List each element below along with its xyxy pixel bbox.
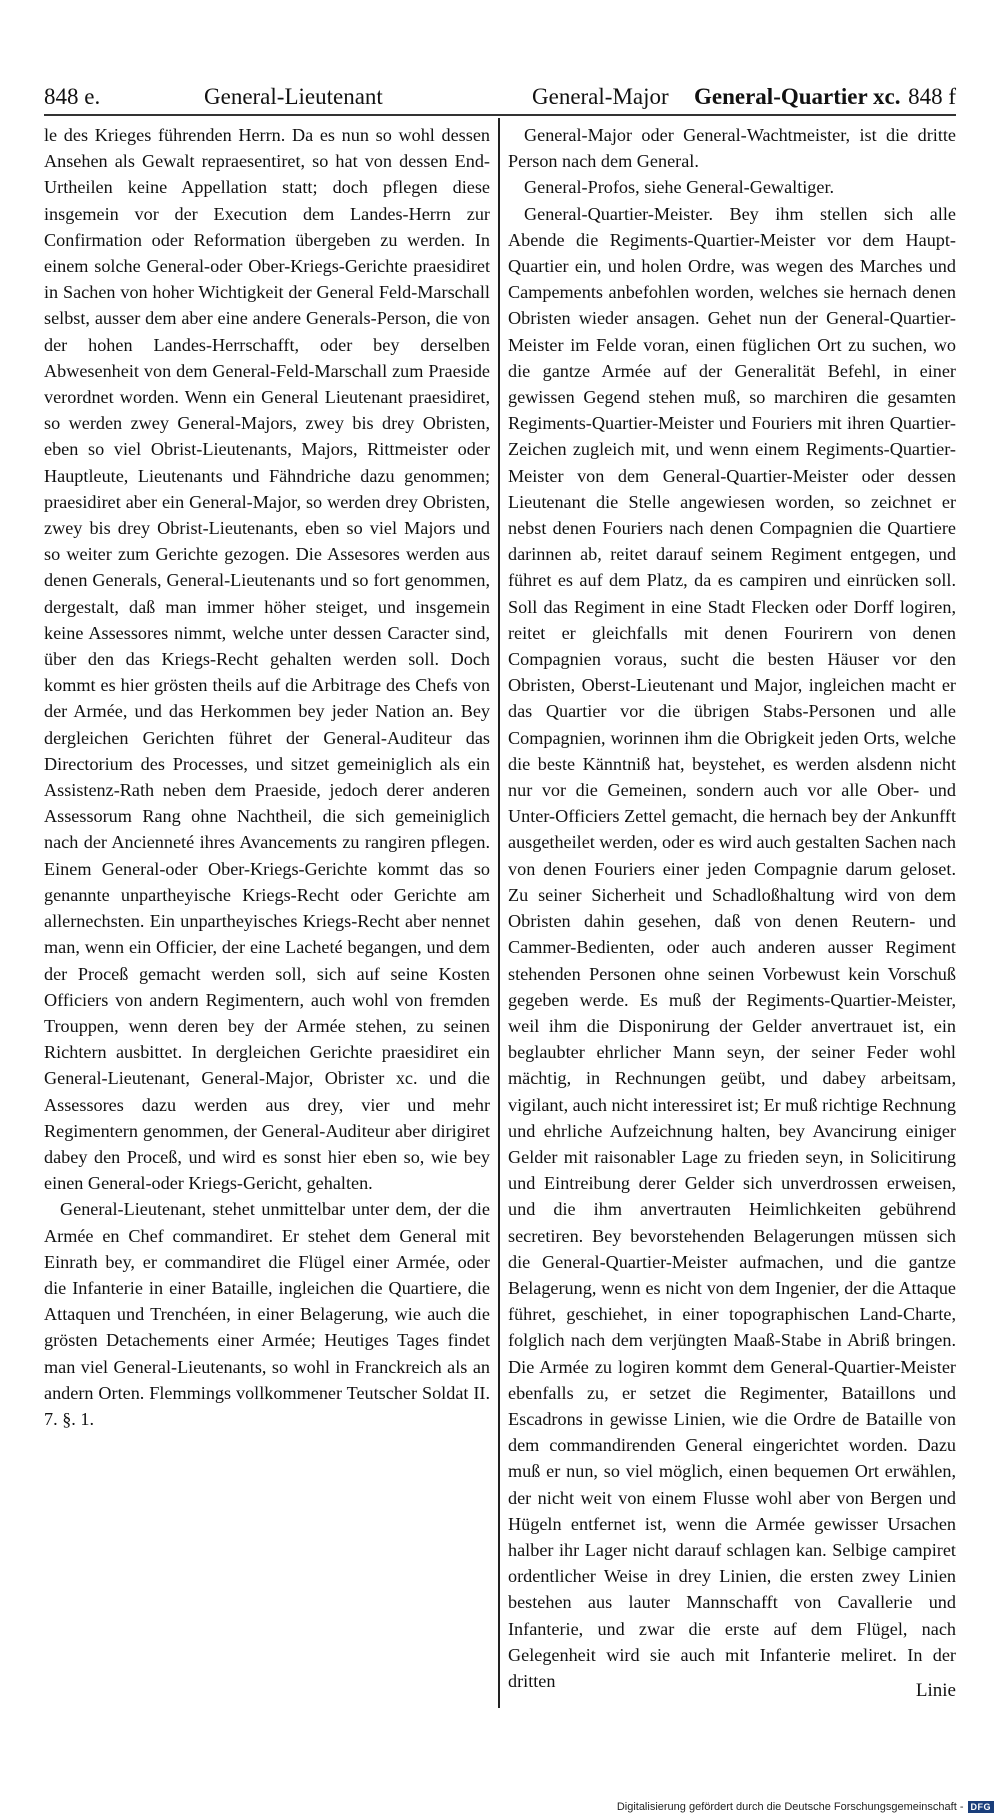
header-rule [44, 114, 956, 116]
right-column [508, 122, 956, 1694]
right-paragraph: General-Profos, siehe General-Gewaltiger. [524, 177, 835, 198]
left-paragraph: General-Lieutenant, stehet unmittelbar unter dem, der die Armée en Chef commandiret. Er stehet dem General mit Einrath bey, er commandiret die Flügel einer Armée, oder die Infanterie in einer Bataille, ingleichen die Quartiere, die Attaquen und Trenchéen, in einer Belagerung, wie auch die grösten Detachements einer Armée; Heutiges Tages findet man viel General-Lieutenants, so wohl in Franckreich als an andern Orten. Flemmings vollkommener Teutscher Soldat II. 7. §. 1. [44, 1199, 490, 1429]
right-running-title-1: General-Major [532, 84, 669, 109]
column-divider [498, 118, 500, 1708]
left-column [44, 122, 490, 1432]
left-running-title: General-Lieutenant [204, 84, 383, 109]
catchword: Linie [915, 1680, 956, 1701]
right-paragraph: General-Quartier-Meister. Bey ihm stellen sich alle Abende die Regiments-Quartier-Meister vor dem Haupt-Quartier ein, und holen Ordre, was wegen des Marches und Campements anbefohlen worden, welches sie hernach denen Obristen wieder ansagen. Gehet nun der General-Quartier-Meister im Felde voran, einen füglichen Ort zu suchen, wo die gantze Armée auf der Generalität Befehl, in einer gewissen Gegend stehen muß, so marchiren die gesamten Regiments-Quartier-Meister und Fouriers mit ihren Quartier-Zeichen zugleich mit, und wenn einem Regiments-Quartier-Meister von dem General-Quartier-Meister oder dessen Lieutenant die Stelle angewiesen worden, so zeichnet er nebst denen Fouriers nach denen Compagnien die Quartiere darinnen ab, reitet darauf seinem Regiment entgegen, und führet es auf dem Platz, da es campiren und einrücken soll. Soll das Regiment in eine Stadt Flecken oder Dorff logiren, reitet er gleichfalls mit denen Fourirern von denen Compagnien voraus, sucht die besten Häuser vor den Obristen, Oberst-Lieutenant und Major, ingleichen macht er das Quartier vor die übrigen Stabs-Personen und alle Compagnien, worinnen ihm die Obrigkeit jeden Orts, welche die beste Känntniß hat, beystehet, es werden alsdenn nicht nur vor die Gemeinen, sondern auch vor alle Ober- und Unter-Officiers Zettel gemacht, die hernach bey der Ankunfft ausgetheilet werden, oder es wird auch gestalten Sachen nach von denen Fouriers einer jeden Compagnie darum geloset. Zu seiner Sicherheit und Schadloßhaltung wird von dem Obristen dahin gesehen, daß von denen Reutern- und Cammer-Bedienten, oder auch anderen ausser Regiment stehenden Personen ohne seinen Vorbewust kein Vorschuß gegeben werde. Es muß der Regiments-Quartier-Meister, weil ihm die Disponirung der Gelder anvertrauet ist, ein beglaubter ehrlicher Mann seyn, der seiner Feder wohl mächtig, in Rechnungen geübt, und dabey arbeitsam, vigilant, auch nicht interessiret ist; Er muß richtige Rechnung und ehrliche Aufzeichnung halten, bey Avancirung einiger Gelder mit raisonabler Lage zu frieden seyn, in Solicitirung und Eintreibung derer Gelder sich unverdrossen erweisen, und die ihm anvertrauten Heimlichkeiten gebührend secretiren. Bey bevorstehenden Belagerungen müssen sich die General-Quartier-Meister aufmachen, und die gantze Belagerung, wenn es nicht von dem Ingenier, der die Attaque führet, geschiehet, in einer topographischen Land-Charte, folglich nach dem verjüngten Maaß-Stabe in Abriß bringen. Die Armée zu logiren kommt dem General-Quartier-Meister ebenfalls zu, er setzet die Regimenter, Bataillons und Escadrons in gewisse Linien, wie die Ordre de Bataille von dem commandirenden General eingerichtet worden. Dazu muß er nun, so viel möglich, einen bequemen Ort erwählen, der nicht weit von einem Flusse wohl aber von Bergen und Hügeln entfernet ist, wenn die Armée gewisser Ursachen halber ihr Lager nicht darauf schlagen kan. Selbige campiret ordentlicher Weise in drey Linien, die ersten zwey Linien bestehen aus lauter Mannschafft von Cavallerie und Infanterie, und zwar die erste auf dem Flügel, nach Gelegenheit wird sie auch mit Infanterie meliret. In der dritten [508, 203, 957, 1691]
dfg-logo: DFG [968, 1801, 995, 1813]
right-page-number: 848 f [908, 84, 956, 109]
right-running-title-2: General-Quartier xc. [694, 84, 901, 109]
right-paragraph: General-Major oder General-Wachtmeister, ist die dritte Person nach dem General. [508, 125, 956, 172]
footer-text: Digitalisierung gefördert durch die Deutsche Forschungsgemeinschaft - [616, 1801, 964, 1813]
page-header [44, 78, 956, 114]
digitization-footer [617, 1801, 994, 1813]
left-page-number: 848 e. [44, 84, 101, 109]
left-paragraph: le des Krieges führenden Herrn. Da es nun so wohl dessen Ansehen als Gewalt repraesentiret, so hat von dessen End-Urtheilen keine Appellation statt; doch pflegen diese insgemein vor der Execution dem Landes-Herrn zur Confirmation oder Reformation übergeben zu werden. In einem solche General-oder Ober-Kriegs-Gerichte praesidiret in Sachen von hoher Wichtigkeit der General Feld-Marschall selbst, ausser dem aber eine andere Generals-Person, die von der hohen Landes-Herrschafft, oder bey derselben Abwesenheit von dem General-Feld-Marschall zum Praeside verordnet worden. Wenn ein General Lieutenant praesidiret, so werden zwey General-Majors, zwey bis drey Obristen, eben so viel Obrist-Lieutenants, Majors, Rittmeister oder Hauptleute, Lieutenants und Fähndriche dazu genommen; praesidiret aber ein General-Major, so werden drey Obristen, zwey bis drey Obrist-Lieutenants, eben so viel Majors und so weiter zum Gerichte gezogen. Die Assesores werden aus denen Generals, General-Lieutenants und so fort genommen, dergestalt, daß man immer höher steiget, und insgemein keine Assessores nimmt, welche unter dessen Caracter sind, über den das Kriegs-Recht gehalten werden soll. Doch kommt es hier grösten theils auf die Arbitrage des Chefs von der Armée, und das Herkommen bey jeder Nation an. Bey dergleichen Gerichten führet der General-Auditeur das Directorium des Processes, und sitzet gemeiniglich als ein Assistenz-Rath neben dem Praeside, jedoch derer anderen Assessorum Rang ohne Nachtheil, die sich gemeiniglich nach der Ancienneté ihres Avancements zu rangiren pflegen. Einem General-oder Ober-Kriegs-Gerichte kommt das so genannte unpartheyische Kriegs-Recht oder Gerichte am allernechsten. Ein unpartheyisches Kriegs-Recht aber nennet man, wenn ein Officier, der eine Lacheté begangen, und dem der Proceß gemacht werden soll, sich auf seine Kosten Officiers von andern Regimentern, auch wohl von fremden Trouppen, wenn deren bey der Armée stehen, zu seinen Richtern ausbittet. In dergleichen Gerichte praesidiret ein General-Lieutenant, General-Major, Obrister xc. und die Assessores dazu werden aus drey, vier und mehr Regimentern genommen, der General-Auditeur aber dirigiret dabey den Proceß, und wird es sonst hier eben so, wie bey einen General-oder Kriegs-Gericht, gehalten. [44, 125, 490, 1194]
